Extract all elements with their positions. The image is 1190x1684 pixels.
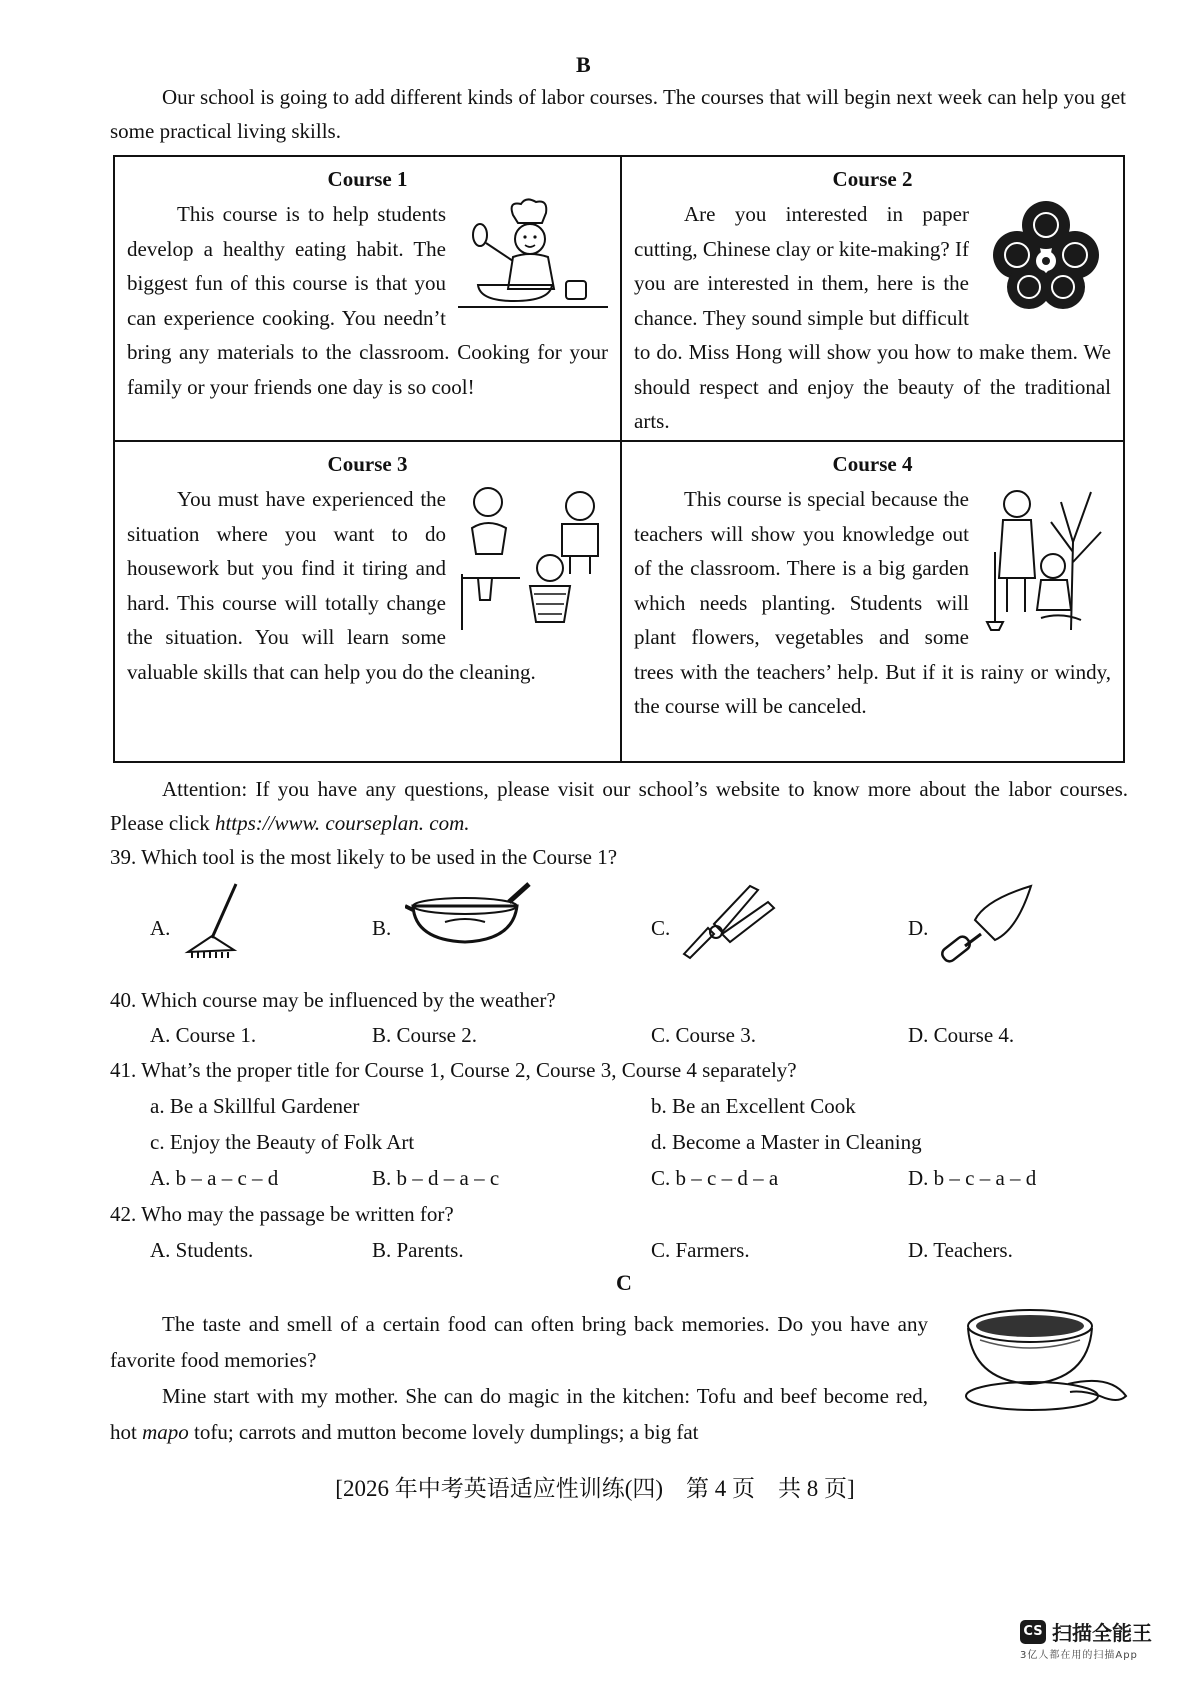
attention-text: If you have any questions, please visit our school’s website to know more about the labor courses. Please click: [110, 777, 1129, 835]
course-3-title: Course 3: [327, 452, 408, 476]
q40-option-c: C. Course 3.: [651, 1023, 756, 1047]
course-1-title: Course 1: [327, 167, 408, 191]
para-2-italic: mapo: [142, 1420, 189, 1444]
q40-option-b: B. Course 2.: [372, 1023, 477, 1047]
scanner-app-name: 扫描全能王: [1052, 1621, 1152, 1645]
q42-option-a: A. Students.: [150, 1238, 254, 1262]
section-b-letter: B: [576, 52, 591, 77]
course-3-text: You must have experienced the situation where you want to do housework but you find it tiring and hard. This course will totally change the situation. You will learn some valuable skills that can help you do the cleaning.: [127, 487, 536, 684]
scanner-tagline: 3亿人都在用的扫描App: [1020, 1650, 1138, 1661]
pliers-icon: [678, 880, 778, 960]
q39-option-a-label: A.: [150, 916, 171, 940]
housework-kids-icon: [458, 482, 608, 632]
section-b-intro: Our school is going to add different kinds of labor courses. The courses that will begin next week can help you get some practical living skills.: [110, 85, 1126, 143]
section-c-para-2: [110, 1378, 928, 1450]
course-1-cell: [115, 157, 620, 440]
q41-option-b: B. b – d – a – c: [372, 1166, 500, 1190]
q40-option-d: D. Course 4.: [908, 1023, 1015, 1047]
course-website-link[interactable]: https://www. courseplan. com.: [214, 811, 470, 835]
q39-option-b-label: B.: [372, 916, 392, 940]
broom-icon: [178, 880, 258, 960]
q39-option-c-label: C.: [651, 916, 671, 940]
course-2-title: Course 2: [832, 167, 913, 191]
gardening-kids-icon: [981, 482, 1111, 632]
q42-option-b: B. Parents.: [372, 1238, 464, 1262]
section-c-para-1: The taste and smell of a certain food can often bring back memories. Do you have any favorite food memories?: [110, 1312, 928, 1372]
section-c-letter: C: [616, 1270, 632, 1295]
course-4-title: Course 4: [832, 452, 913, 476]
question-39: 39. Which tool is the most likely to be used in the Course 1?: [110, 845, 618, 869]
cs-badge: CS: [1020, 1620, 1046, 1644]
course-1-text: This course is to help students develop a healthy eating habit. The biggest fun of this course is that you can experience cooking. You needn’t bring any materials to the classroom. Cooking for your family or your friends one day is so cool!: [127, 202, 608, 399]
question-41: 41. What’s the proper title for Course 1, Course 2, Course 3, Course 4 separately?: [110, 1058, 797, 1082]
q41-option-c: C. b – c – d – a: [651, 1166, 779, 1190]
q41-option-a: A. b – a – c – d: [150, 1166, 279, 1190]
q42-option-d: D. Teachers.: [908, 1238, 1013, 1262]
course-4-text: This course is special because the teachers will show you knowledge out of the classroom. There is a big garden which needs planting. Students will plant flowers, vegetables and some trees with the teachers’ help. But if it is rainy or windy, the course will be canceled.: [634, 487, 1111, 718]
q42-option-c: C. Farmers.: [651, 1238, 750, 1262]
food-bowl-icon: [960, 1300, 1130, 1420]
course-2-cell: [622, 157, 1123, 440]
course-4-cell: [622, 442, 1123, 761]
para-2-end: tofu; carrots and mutton become lovely dumplings; a big fat: [194, 1420, 699, 1444]
q39-option-d-label: D.: [908, 916, 929, 940]
paper-cutting-flower-icon: [981, 197, 1111, 312]
course-table: [113, 155, 1125, 763]
q40-option-a: A. Course 1.: [150, 1023, 257, 1047]
wok-icon: [405, 880, 535, 950]
q41-title-c: c. Enjoy the Beauty of Folk Art: [150, 1130, 415, 1154]
question-40: 40. Which course may be influenced by the weather?: [110, 988, 556, 1012]
q41-title-b: b. Be an Excellent Cook: [651, 1094, 856, 1118]
para-2-start: Mine start with my mother. She can do magic in the kitchen: Tofu and beef become red, hot: [110, 1384, 928, 1444]
q41-option-d: D. b – c – a – d: [908, 1166, 1037, 1190]
trowel-icon: [935, 880, 1035, 965]
course-2-text: Are you interested in paper cutting, Chinese clay or kite-making? If you are interested in them, here is the chance. They sound simple but difficult to do. Miss Hong will show you how to make them. We should respect and enjoy the beauty of the traditional arts.: [634, 202, 1111, 433]
question-42: 42. Who may the passage be written for?: [110, 1202, 454, 1226]
attention-label: Attention:: [162, 777, 248, 801]
q41-title-a: a. Be a Skillful Gardener: [150, 1094, 360, 1118]
page-footer: [2026 年中考英语适应性训练(四) 第 4 页 共 8 页]: [335, 1476, 855, 1501]
course-3-cell: [115, 442, 620, 761]
attention-note: [110, 772, 1128, 840]
q41-title-d: d. Become a Master in Cleaning: [651, 1130, 922, 1154]
chef-cooking-icon: [458, 197, 608, 315]
scanner-app-logo: [1020, 1617, 1152, 1646]
